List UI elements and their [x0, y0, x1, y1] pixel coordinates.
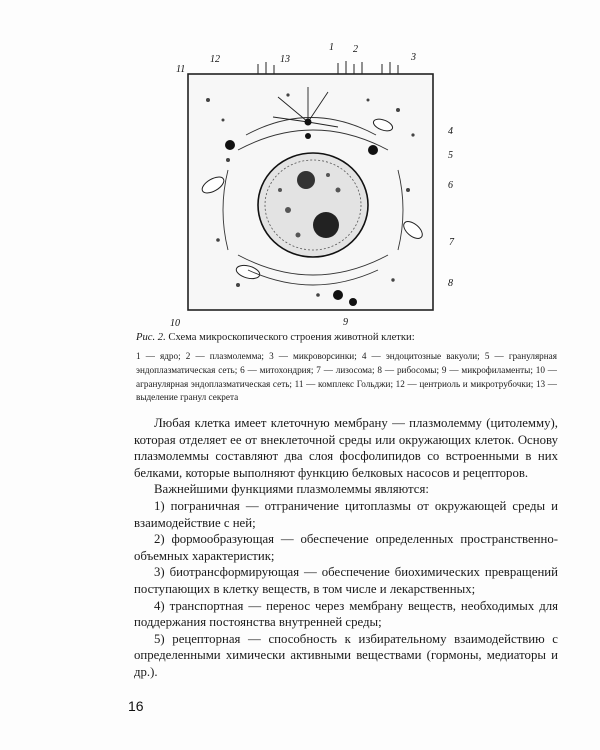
figure-label-5: 5	[448, 150, 453, 161]
paragraph-functions-intro: Важнейшими функциями плазмолеммы являются:	[154, 482, 429, 497]
figure-label-12: 12	[210, 54, 220, 65]
figure-label-6: 6	[448, 180, 453, 191]
function-item-1: 1) пограничная — отграничение цитоплазмы от окружающей среды и взаимодействие с ней;	[134, 498, 558, 530]
function-item-2: 2) формообразующая — обеспечение определенных пространственно-объемных характеристик;	[134, 532, 558, 563]
cell-diagram	[168, 40, 458, 340]
figure-legend: 1 — ядро; 2 — плазмолемма; 3 — микроворсинки; 4 — эндоцитозные вакуоли; 5 — гранулярная эндоплазматическая сеть; 6 — митохондрия; 7 — лизосома; 8 — рибосомы; 9 — микрофиламенты; 10 — агранулярная эндоплазматическая сеть; 11 — комплекс Гольджи; 12 — центриоль и микротрубочки; 13 — выделение гранул секрета	[136, 351, 557, 403]
cell-illustration	[168, 40, 458, 340]
figure-caption	[136, 331, 556, 344]
function-item-5: 5) рецепторная — способность к избирательному взаимодействию с определенными химически активными веществами (гормоны, медиаторы и др.).	[134, 631, 558, 679]
figure-label-10: 10	[170, 318, 180, 329]
figure-label-7: 7	[449, 237, 454, 248]
function-item-3: 3) биотрансформирующая — обеспечение биохимических превращений поступающих в клетку веществ, в том числе и лекарственных;	[134, 565, 558, 596]
figure-label-8: 8	[448, 278, 453, 289]
figure-label-2: 2	[353, 44, 358, 55]
figure-label-3: 3	[411, 52, 416, 63]
figure-label-4: 4	[448, 126, 453, 137]
body-text	[134, 415, 558, 681]
page-number: 16	[128, 698, 144, 714]
figure-label-11: 11	[176, 64, 186, 75]
figure-title: Схема микроскопического строения животной клетки:	[168, 332, 415, 343]
function-item-4: 4) транспортная — перенос через мембрану веществ, необходимых для поддержания постоянства внутренней среды;	[134, 598, 558, 630]
figure-label-13: 13	[280, 54, 290, 65]
paragraph-plasmalemma: Любая клетка имеет клеточную мембрану — плазмолемму (цитолемму), которая отделяет ее от внеклеточной среды или окружающих клеток. Основу плазмолеммы составляют два слоя фосфолипидов со встроенными в них белками, которые выполняют функцию белковых насосов и рецепторов.	[134, 416, 558, 480]
figure-label-1: 1	[329, 42, 334, 53]
figure-reference: Рис. 2.	[136, 332, 166, 343]
figure-label-9: 9	[343, 317, 348, 328]
